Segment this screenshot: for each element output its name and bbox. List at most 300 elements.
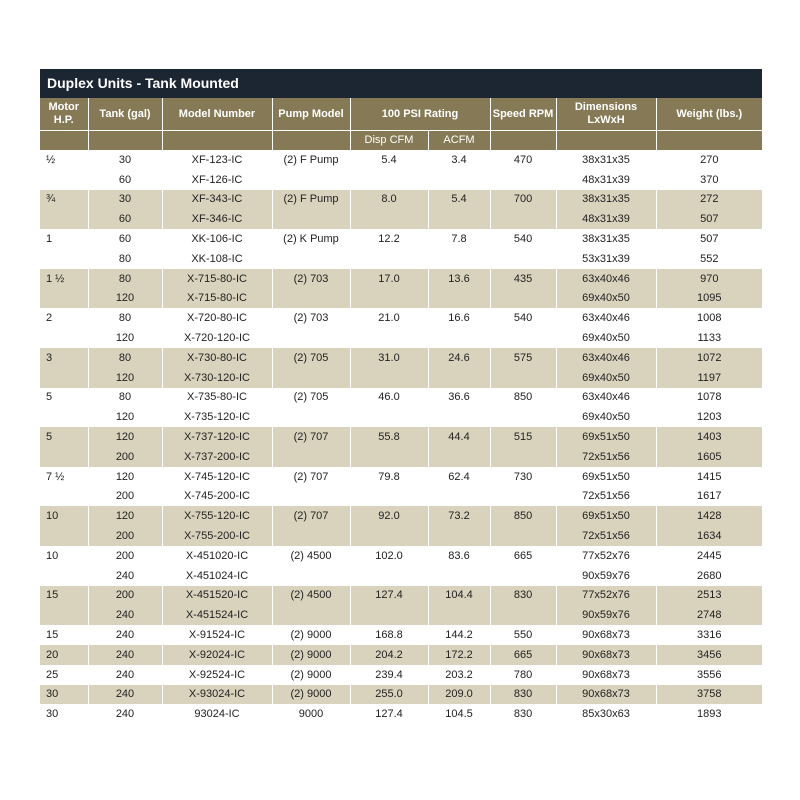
cell-acfm xyxy=(428,249,490,269)
cell-disp-cfm: 127.4 xyxy=(350,586,428,606)
header-tank: Tank (gal) xyxy=(88,98,162,131)
cell-acfm xyxy=(428,407,490,427)
cell-pump-model: (2) 9000 xyxy=(272,665,350,685)
cell-motor-hp: 5 xyxy=(40,427,88,447)
cell-weight: 1617 xyxy=(697,490,722,503)
table-row xyxy=(40,467,762,487)
cell-model-number: X-735-80-IC xyxy=(162,388,272,408)
table-row xyxy=(40,526,762,546)
cell-tank: 60 xyxy=(88,229,162,249)
cell-model-number: X-451024-IC xyxy=(162,566,272,586)
cell-model-number: XF-123-IC xyxy=(162,150,272,170)
cell-acfm xyxy=(428,209,490,229)
cell-dimensions: 90x68x73 xyxy=(556,665,656,685)
cell-acfm: 62.4 xyxy=(428,467,490,487)
cell-speed-rpm: 850 xyxy=(490,506,556,526)
cell-disp-cfm: 204.2 xyxy=(350,645,428,665)
cell-acfm: 172.2 xyxy=(428,645,490,665)
cell-speed-rpm: 665 xyxy=(490,546,556,566)
cell-speed-rpm xyxy=(490,289,556,309)
table-row xyxy=(40,328,762,348)
cell-disp-cfm: 102.0 xyxy=(350,546,428,566)
cell-model-number: X-92524-IC xyxy=(162,665,272,685)
cell-pump-model xyxy=(272,170,350,190)
duplex-units-table xyxy=(40,98,762,724)
table-row xyxy=(40,625,762,645)
cell-dimensions: 77x52x76 xyxy=(556,586,656,606)
cell-acfm: 24.6 xyxy=(428,348,490,368)
cell-dimensions: 90x68x73 xyxy=(556,625,656,645)
cell-motor-hp xyxy=(40,289,88,309)
header-dimensions: Dimensions LxWxH xyxy=(556,98,656,131)
cell-pump-model: (2) K Pump xyxy=(272,229,350,249)
cell-pump-model xyxy=(272,249,350,269)
table-row xyxy=(40,190,762,210)
header-model-number: Model Number xyxy=(162,98,272,131)
cell-pump-model: (2) 4500 xyxy=(272,546,350,566)
cell-speed-rpm xyxy=(490,368,556,388)
table-row xyxy=(40,685,762,705)
cell-acfm: 144.2 xyxy=(428,625,490,645)
cell-speed-rpm: 550 xyxy=(490,625,556,645)
cell-model-number: XF-343-IC xyxy=(162,190,272,210)
cell-tank: 80 xyxy=(88,269,162,289)
cell-dimensions: 69x51x50 xyxy=(556,427,656,447)
cell-motor-hp xyxy=(40,328,88,348)
cell-acfm: 104.4 xyxy=(428,586,490,606)
cell-speed-rpm xyxy=(490,170,556,190)
table-row xyxy=(40,645,762,665)
cell-speed-rpm xyxy=(490,605,556,625)
cell-tank: 200 xyxy=(88,447,162,467)
cell-dimensions: 38x31x35 xyxy=(556,190,656,210)
cell-acfm: 16.6 xyxy=(428,308,490,328)
cell-model-number: X-735-120-IC xyxy=(162,407,272,427)
cell-dimensions: 77x52x76 xyxy=(556,546,656,566)
cell-weight: 1605 xyxy=(656,447,762,467)
cell-pump-model: (2) 705 xyxy=(272,388,350,408)
cell-model-number: XF-346-IC xyxy=(162,209,272,229)
cell-speed-rpm: 540 xyxy=(490,308,556,328)
cell-tank: 240 xyxy=(88,704,162,724)
subheader-blank xyxy=(40,131,88,151)
cell-model-number: X-451520-IC xyxy=(162,586,272,606)
cell-weight: 1893 xyxy=(697,708,722,721)
table-row xyxy=(40,566,762,586)
cell-pump-model: (2) 707 xyxy=(272,506,350,526)
cell-pump-model xyxy=(272,447,350,467)
cell-speed-rpm: 540 xyxy=(490,229,556,249)
cell-speed-rpm xyxy=(490,566,556,586)
cell-weight: 1078 xyxy=(697,391,722,404)
cell-tank: 240 xyxy=(88,566,162,586)
cell-pump-model: (2) 707 xyxy=(272,467,350,487)
cell-weight: 1133 xyxy=(697,332,722,345)
cell-model-number: X-730-120-IC xyxy=(162,368,272,388)
cell-tank: 200 xyxy=(88,526,162,546)
cell-pump-model xyxy=(272,209,350,229)
cell-disp-cfm xyxy=(350,368,428,388)
cell-motor-hp: 5 xyxy=(40,388,88,408)
cell-motor-hp: 15 xyxy=(40,625,88,645)
cell-pump-model: (2) 9000 xyxy=(272,645,350,665)
cell-model-number: 93024-IC xyxy=(162,704,272,724)
cell-acfm: 3.4 xyxy=(428,150,490,170)
cell-disp-cfm: 21.0 xyxy=(350,308,428,328)
cell-speed-rpm: 830 xyxy=(490,586,556,606)
cell-pump-model: (2) F Pump xyxy=(272,190,350,210)
cell-dimensions: 72x51x56 xyxy=(556,447,656,467)
cell-motor-hp: ½ xyxy=(40,150,88,170)
cell-dimensions: 69x51x50 xyxy=(556,506,656,526)
cell-model-number: X-737-200-IC xyxy=(162,447,272,467)
cell-disp-cfm xyxy=(350,170,428,190)
cell-model-number: X-451020-IC xyxy=(162,546,272,566)
subheader-disp-cfm: Disp CFM xyxy=(350,131,428,151)
cell-tank: 200 xyxy=(88,586,162,606)
subheader-blank xyxy=(162,131,272,151)
cell-disp-cfm: 168.8 xyxy=(350,625,428,645)
cell-tank: 60 xyxy=(88,170,162,190)
cell-motor-hp: 10 xyxy=(40,506,88,526)
cell-acfm xyxy=(428,447,490,467)
cell-disp-cfm xyxy=(350,328,428,348)
cell-dimensions: 72x51x56 xyxy=(556,526,656,546)
table-row xyxy=(40,209,762,229)
cell-model-number: X-755-200-IC xyxy=(162,526,272,546)
table-row xyxy=(40,150,762,170)
cell-motor-hp: 25 xyxy=(40,665,88,685)
cell-disp-cfm: 239.4 xyxy=(350,665,428,685)
cell-tank: 240 xyxy=(88,605,162,625)
cell-weight: 1203 xyxy=(697,411,722,424)
cell-dimensions: 90x68x73 xyxy=(556,685,656,705)
table-row xyxy=(40,348,762,368)
cell-disp-cfm xyxy=(350,209,428,229)
cell-weight: 3556 xyxy=(697,668,722,681)
table-row xyxy=(40,506,762,526)
cell-tank: 240 xyxy=(88,645,162,665)
header-psi-rating: 100 PSI Rating xyxy=(350,98,490,131)
cell-weight: 2748 xyxy=(656,605,762,625)
cell-disp-cfm: 127.4 xyxy=(350,704,428,724)
cell-weight: 970 xyxy=(656,269,762,289)
cell-weight: 2513 xyxy=(656,586,762,606)
cell-motor-hp: 1 xyxy=(40,229,88,249)
cell-tank: 80 xyxy=(88,388,162,408)
cell-tank: 240 xyxy=(88,625,162,645)
cell-dimensions: 72x51x56 xyxy=(556,487,656,507)
cell-motor-hp xyxy=(40,407,88,427)
cell-dimensions: 69x40x50 xyxy=(556,368,656,388)
cell-disp-cfm xyxy=(350,526,428,546)
cell-pump-model: (2) 703 xyxy=(272,269,350,289)
cell-speed-rpm: 780 xyxy=(490,665,556,685)
header-pump-model: Pump Model xyxy=(272,98,350,131)
cell-model-number: X-745-120-IC xyxy=(162,467,272,487)
cell-motor-hp xyxy=(40,566,88,586)
table-row xyxy=(40,170,762,190)
cell-speed-rpm: 575 xyxy=(490,348,556,368)
table-row xyxy=(40,665,762,685)
cell-weight: 1197 xyxy=(656,368,762,388)
cell-motor-hp xyxy=(40,447,88,467)
cell-dimensions: 69x40x50 xyxy=(556,328,656,348)
cell-dimensions: 63x40x46 xyxy=(556,388,656,408)
table-row xyxy=(40,229,762,249)
cell-tank: 120 xyxy=(88,506,162,526)
cell-pump-model: (2) 9000 xyxy=(272,625,350,645)
cell-dimensions: 63x40x46 xyxy=(556,348,656,368)
cell-acfm xyxy=(428,566,490,586)
cell-pump-model: (2) F Pump xyxy=(272,150,350,170)
cell-model-number: X-451524-IC xyxy=(162,605,272,625)
cell-pump-model: 9000 xyxy=(272,704,350,724)
cell-weight: 3456 xyxy=(656,645,762,665)
table-title: Duplex Units - Tank Mounted xyxy=(40,69,762,98)
cell-dimensions: 38x31x35 xyxy=(556,150,656,170)
cell-motor-hp: 15 xyxy=(40,586,88,606)
cell-disp-cfm: 12.2 xyxy=(350,229,428,249)
cell-model-number: X-92024-IC xyxy=(162,645,272,665)
cell-model-number: X-730-80-IC xyxy=(162,348,272,368)
cell-speed-rpm: 700 xyxy=(490,190,556,210)
cell-disp-cfm xyxy=(350,289,428,309)
cell-model-number: X-720-80-IC xyxy=(162,308,272,328)
cell-weight: 1095 xyxy=(656,289,762,309)
cell-weight: 507 xyxy=(656,209,762,229)
cell-dimensions: 69x51x50 xyxy=(556,467,656,487)
cell-dimensions: 63x40x46 xyxy=(556,269,656,289)
cell-weight: 3758 xyxy=(656,685,762,705)
cell-disp-cfm: 5.4 xyxy=(350,150,428,170)
cell-pump-model xyxy=(272,328,350,348)
cell-disp-cfm xyxy=(350,407,428,427)
cell-speed-rpm: 435 xyxy=(490,269,556,289)
cell-dimensions: 90x59x76 xyxy=(556,566,656,586)
cell-motor-hp xyxy=(40,249,88,269)
cell-acfm xyxy=(428,487,490,507)
cell-tank: 200 xyxy=(88,487,162,507)
cell-acfm xyxy=(428,328,490,348)
table-row xyxy=(40,289,762,309)
cell-dimensions: 53x31x39 xyxy=(556,249,656,269)
cell-weight: 3316 xyxy=(697,629,722,642)
cell-motor-hp: ¾ xyxy=(40,190,88,210)
cell-motor-hp xyxy=(40,605,88,625)
cell-model-number: X-715-80-IC xyxy=(162,269,272,289)
table-row xyxy=(40,427,762,447)
cell-weight: 1415 xyxy=(697,470,722,483)
cell-tank: 120 xyxy=(88,328,162,348)
cell-dimensions: 85x30x63 xyxy=(556,704,656,724)
cell-tank: 80 xyxy=(88,348,162,368)
cell-tank: 80 xyxy=(88,249,162,269)
cell-motor-hp: 3 xyxy=(40,348,88,368)
cell-speed-rpm: 515 xyxy=(490,427,556,447)
cell-model-number: X-93024-IC xyxy=(162,685,272,705)
cell-disp-cfm: 17.0 xyxy=(350,269,428,289)
cell-model-number: X-91524-IC xyxy=(162,625,272,645)
subheader-blank xyxy=(556,131,656,151)
cell-acfm xyxy=(428,289,490,309)
cell-tank: 120 xyxy=(88,368,162,388)
cell-acfm: 73.2 xyxy=(428,506,490,526)
cell-tank: 60 xyxy=(88,209,162,229)
cell-model-number: X-755-120-IC xyxy=(162,506,272,526)
cell-tank: 80 xyxy=(88,308,162,328)
cell-motor-hp: 2 xyxy=(40,308,88,328)
cell-disp-cfm xyxy=(350,566,428,586)
cell-dimensions: 69x40x50 xyxy=(556,289,656,309)
subheader-blank xyxy=(656,131,762,151)
cell-acfm: 83.6 xyxy=(428,546,490,566)
table-row xyxy=(40,605,762,625)
cell-tank: 120 xyxy=(88,407,162,427)
cell-acfm: 5.4 xyxy=(428,190,490,210)
cell-motor-hp: 20 xyxy=(40,645,88,665)
table-body xyxy=(40,150,762,724)
table-row xyxy=(40,546,762,566)
cell-dimensions: 69x40x50 xyxy=(556,407,656,427)
cell-pump-model xyxy=(272,526,350,546)
cell-acfm: 13.6 xyxy=(428,269,490,289)
cell-acfm xyxy=(428,526,490,546)
cell-motor-hp: 30 xyxy=(40,704,88,724)
cell-tank: 120 xyxy=(88,289,162,309)
cell-weight: 272 xyxy=(656,190,762,210)
cell-weight: 1072 xyxy=(656,348,762,368)
cell-tank: 200 xyxy=(88,546,162,566)
cell-acfm: 209.0 xyxy=(428,685,490,705)
table-row xyxy=(40,586,762,606)
cell-tank: 30 xyxy=(88,150,162,170)
cell-motor-hp: 10 xyxy=(40,546,88,566)
cell-motor-hp: 30 xyxy=(40,685,88,705)
table-row xyxy=(40,704,762,724)
cell-disp-cfm: 255.0 xyxy=(350,685,428,705)
cell-model-number: X-737-120-IC xyxy=(162,427,272,447)
cell-disp-cfm xyxy=(350,447,428,467)
cell-weight: 270 xyxy=(700,153,719,166)
cell-motor-hp: 1 ½ xyxy=(40,269,88,289)
cell-disp-cfm xyxy=(350,487,428,507)
cell-speed-rpm xyxy=(490,209,556,229)
table-row xyxy=(40,388,762,408)
cell-weight: 507 xyxy=(700,233,719,246)
cell-speed-rpm: 470 xyxy=(490,150,556,170)
cell-dimensions: 90x68x73 xyxy=(556,645,656,665)
cell-disp-cfm: 92.0 xyxy=(350,506,428,526)
cell-dimensions: 48x31x39 xyxy=(556,209,656,229)
cell-tank: 30 xyxy=(88,190,162,210)
cell-pump-model: (2) 703 xyxy=(272,308,350,328)
cell-disp-cfm: 8.0 xyxy=(350,190,428,210)
cell-model-number: XK-106-IC xyxy=(162,229,272,249)
header-speed-rpm: Speed RPM xyxy=(490,98,556,131)
table-row xyxy=(40,308,762,328)
cell-speed-rpm: 830 xyxy=(490,704,556,724)
cell-acfm xyxy=(428,368,490,388)
cell-speed-rpm xyxy=(490,526,556,546)
cell-tank: 120 xyxy=(88,467,162,487)
cell-speed-rpm xyxy=(490,447,556,467)
cell-acfm: 7.8 xyxy=(428,229,490,249)
cell-acfm: 203.2 xyxy=(428,665,490,685)
cell-pump-model xyxy=(272,289,350,309)
subheader-blank xyxy=(272,131,350,151)
cell-pump-model xyxy=(272,368,350,388)
cell-weight: 1008 xyxy=(697,312,722,325)
cell-pump-model: (2) 9000 xyxy=(272,685,350,705)
cell-disp-cfm xyxy=(350,605,428,625)
cell-disp-cfm: 79.8 xyxy=(350,467,428,487)
cell-speed-rpm xyxy=(490,249,556,269)
cell-disp-cfm: 46.0 xyxy=(350,388,428,408)
cell-speed-rpm xyxy=(490,328,556,348)
cell-dimensions: 90x59x76 xyxy=(556,605,656,625)
table-row xyxy=(40,487,762,507)
cell-tank: 120 xyxy=(88,427,162,447)
cell-speed-rpm: 850 xyxy=(490,388,556,408)
cell-weight: 2680 xyxy=(697,569,722,582)
cell-acfm: 44.4 xyxy=(428,427,490,447)
cell-pump-model: (2) 4500 xyxy=(272,586,350,606)
header-weight: Weight (lbs.) xyxy=(656,98,762,131)
cell-speed-rpm xyxy=(490,487,556,507)
cell-weight: 552 xyxy=(700,252,719,265)
subheader-acfm: ACFM xyxy=(428,131,490,151)
cell-model-number: X-720-120-IC xyxy=(162,328,272,348)
cell-dimensions: 48x31x39 xyxy=(556,170,656,190)
cell-disp-cfm: 31.0 xyxy=(350,348,428,368)
cell-motor-hp: 7 ½ xyxy=(40,467,88,487)
table-row xyxy=(40,368,762,388)
cell-speed-rpm xyxy=(490,407,556,427)
header-motor-hp: Motor H.P. xyxy=(40,98,88,131)
cell-pump-model xyxy=(272,605,350,625)
cell-dimensions: 38x31x35 xyxy=(556,229,656,249)
cell-model-number: XK-108-IC xyxy=(162,249,272,269)
cell-dimensions: 63x40x46 xyxy=(556,308,656,328)
table-row xyxy=(40,269,762,289)
cell-acfm xyxy=(428,605,490,625)
cell-motor-hp xyxy=(40,487,88,507)
cell-weight: 370 xyxy=(700,173,719,186)
cell-weight: 1634 xyxy=(656,526,762,546)
cell-motor-hp xyxy=(40,368,88,388)
cell-disp-cfm xyxy=(350,249,428,269)
cell-pump-model xyxy=(272,487,350,507)
cell-model-number: XF-126-IC xyxy=(162,170,272,190)
cell-weight: 1428 xyxy=(656,506,762,526)
cell-speed-rpm: 830 xyxy=(490,685,556,705)
cell-model-number: X-745-200-IC xyxy=(162,487,272,507)
cell-tank: 240 xyxy=(88,685,162,705)
spec-table-panel xyxy=(40,69,762,724)
table-row xyxy=(40,249,762,269)
cell-pump-model xyxy=(272,407,350,427)
cell-disp-cfm: 55.8 xyxy=(350,427,428,447)
cell-speed-rpm: 730 xyxy=(490,467,556,487)
cell-acfm: 104.5 xyxy=(428,704,490,724)
cell-pump-model: (2) 707 xyxy=(272,427,350,447)
cell-pump-model: (2) 705 xyxy=(272,348,350,368)
table-row xyxy=(40,447,762,467)
cell-weight: 1403 xyxy=(656,427,762,447)
subheader-blank xyxy=(88,131,162,151)
cell-acfm xyxy=(428,170,490,190)
